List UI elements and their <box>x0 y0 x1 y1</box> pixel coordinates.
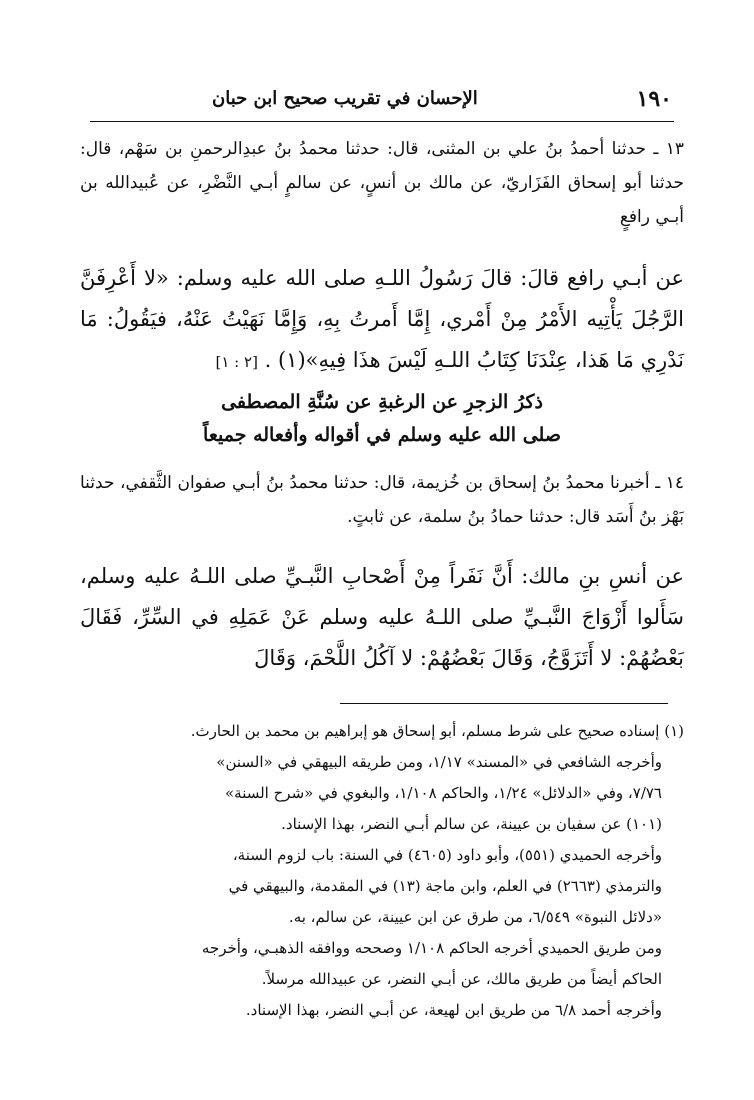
header-rule <box>90 121 674 122</box>
footnote-line: والترمذي (٢٦٦٣) في العلم، وابن ماجة (١٣) في المقدمة، والبيهقي في <box>228 877 662 895</box>
hadith-13-matn-text: عن أبـي رافع قالَ: قالَ رَسُولُ اللـهِ صلى الله عليه وسلم: «لا أَعْرِفَنَّ الرَّجُلَ يَأْتِيه الأَمْرُ مِنْ أَمْري، إِمَّا أَمرتُ بِهِ، وَإِمَّا نَهَيْتُ عَنْهُ، فيَقُولُ: مَا نَدْرِي مَا هَذا، عِنْدَنَا كِتَابُ اللـهِ لَيْسَ هذَا فِيهِ»(١) . <box>80 266 684 372</box>
footnotes <box>90 716 684 1026</box>
hadith-14-isnad: ١٤ ـ أخبرنا محمدُ بنُ إسحاق بن خُزيمة، قال: حدثنا محمدُ بنُ أبـي صفوان الثَّقفي، حدثنا بَهْز بنُ أَسَد قال: حدثنا حمادُ بنُ سلمة، عن ثابتٍ. <box>80 473 684 527</box>
page-number: ١٩٠ <box>636 86 672 112</box>
hadith-13-matn <box>80 258 684 383</box>
running-title: الإحسان في تقريب صحيح ابن حبان <box>212 88 478 109</box>
section-heading-line-2: صلى الله عليه وسلم في أقواله وأفعاله جميعاً <box>203 424 561 446</box>
section-heading-line-1: ذكرُ الزجرِ عن الرغبةِ عن سُنَّةِ المصطفى <box>221 391 543 413</box>
footnote-line: (١٠١) عن سفيان بن عيينة، عن سالم أبـي النضر، بهذا الإسناد. <box>281 815 662 833</box>
page-header <box>92 86 672 112</box>
footnote-line: وأخرجه الحميدي (٥٥١)، وأبو داود (٤٦٠٥) في السنة: باب لزوم السنة، <box>232 846 662 864</box>
footnote-line: وأخرجه الشافعي في «المسند» ١/١٧، ومن طريقه البيهقي في «السنن» <box>216 753 662 771</box>
footnote-line: وأخرجه أحمد ٦/٨ من طريق ابن لهيعة، عن أبـي النضر، بهذا الإسناد. <box>245 1001 662 1019</box>
hadith-14-matn: عن أنسِ بنِ مالك: أَنَّ نَفَراً مِنْ أَصْحابِ النَّبـيِّ صلى اللـهُ عليه وسلم، سَأَلوا أَزْوَاجَ النَّبـيِّ صلى اللـهُ عليه وسلم عَنْ عَمَلِهِ في السِّرِّ، فَقَالَ بَعْضُهُمْ: لا أَتَزَوَّجُ، وَقَالَ بَعْضُهُمْ: لا آكُلُ اللَّحْمَ، وَقَالَ <box>80 564 684 670</box>
footnote-line: (١) إسناده صحيح على شرط مسلم، أبو إسحاق هو إبراهيم بن محمد بن الحارث. <box>190 722 684 740</box>
footnote-line: «دلائل النبوة» ٦/٥٤٩، من طرق عن ابن عيينة، عن سالم، به. <box>288 908 662 926</box>
footnote-rule <box>340 703 668 704</box>
footnote-line: ومن طريق الحميدي أخرجه الحاكم ١/١٠٨ وصححه ووافقه الذهبـي، وأخرجه <box>201 939 662 957</box>
footnote-line: ٧/٧٦، وفي «الدلائل» ١/٢٤، والحاكم ١/١٠٨، والبغوي في «شرح السنة» <box>224 784 662 802</box>
hadith-13-reference: [٢ : ١] <box>215 353 258 371</box>
footnote-line: الحاكم أيضاً من طريق مالك، عن أبـي النضر، عن عبيدالله مرسلاً. <box>261 970 662 988</box>
hadith-13-isnad: ١٣ ـ حدثنا أحمدُ بنُ علي بن المثنى، قال: حدثنا محمدُ بنُ عبدِالرحمنِ بن سَهْم، قال: حدثنا أبو إسحاق الفَزَاريّ، عن مالك بن أنسٍ، عن سالمٍ أبـي النَّضْرِ، عن عُبيدالله بن أبـي رافعٍ <box>80 139 685 227</box>
